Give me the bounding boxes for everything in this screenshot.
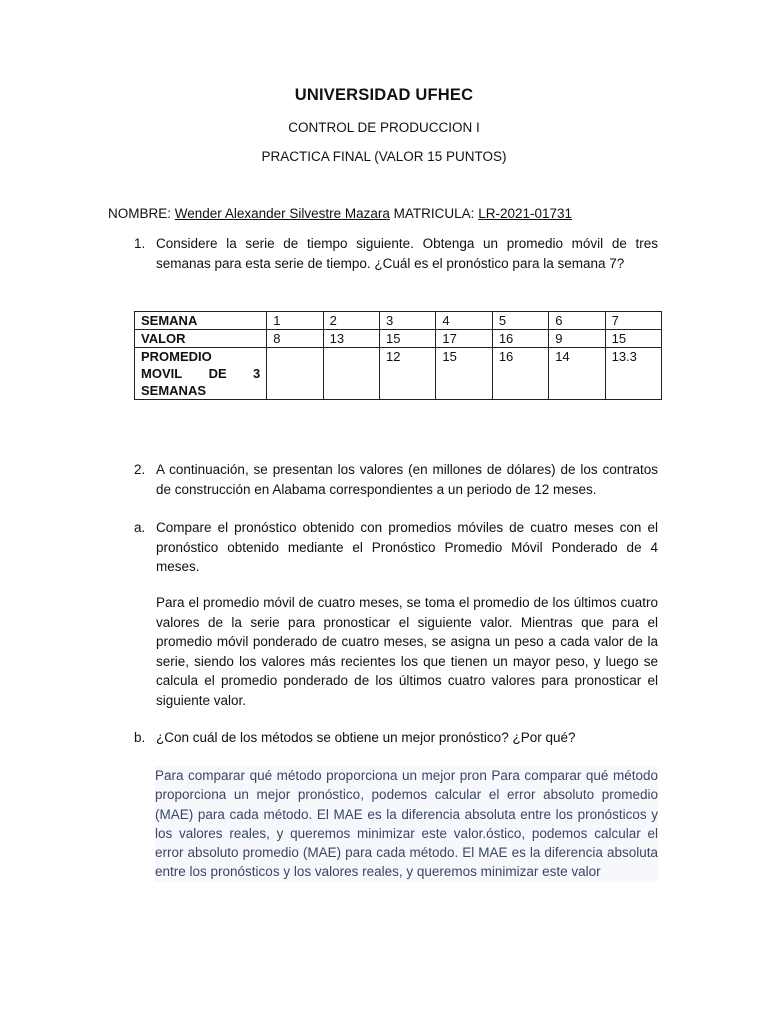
promedio-label-line1: PROMEDIO — [141, 349, 212, 364]
q2a-answer: Para el promedio móvil de cuatro meses, se toma el promedio de los últimos cuatro valores de la serie para pronosticar el siguiente valor. Mientras que para el promedio móvil ponderado de cuatro meses, se asigna un peso a cada valor de la serie, siendo los valores más recientes los que tienen un mayor peso, y luego se calcula el promedio ponderado de los últimos cuatro valores para pronosticar el siguiente valor. — [156, 595, 658, 708]
table-cell: 14 — [549, 348, 605, 400]
promedio-label-word: MOVIL — [141, 366, 183, 381]
table-cell: 2 — [323, 312, 379, 330]
q2b-text: ¿Con cuál de los métodos se obtiene un mejor pronóstico? ¿Por qué? — [156, 730, 576, 745]
table-cell: 4 — [436, 312, 492, 330]
table-cell: 8 — [267, 330, 323, 348]
promedio-label-word: 3 — [253, 366, 261, 381]
q2-marker: 2. — [134, 462, 146, 477]
table-header-promedio — [135, 348, 267, 400]
q1-marker: 1. — [134, 236, 146, 251]
table-cell — [267, 348, 323, 400]
table-cell: 5 — [492, 312, 548, 330]
student-name: Wender Alexander Silvestre Mazara — [174, 206, 390, 221]
table-cell: 16 — [492, 348, 548, 400]
q2-text: A continuación, se presentan los valores (en millones de dólares) de los contratos de construcción en Alabama correspondientes a un periodo de 12 meses. — [156, 462, 658, 497]
table-cell: 17 — [436, 330, 492, 348]
promedio-label-line2 — [141, 365, 260, 382]
student-matricula: LR-2021-01731 — [478, 206, 573, 221]
table-row-valor — [135, 330, 662, 348]
table-cell: 15 — [605, 330, 661, 348]
table-cell: 16 — [492, 330, 548, 348]
exam-title: PRACTICA FINAL (VALOR 15 PUNTOS) — [261, 149, 507, 164]
table-row-promedio — [135, 348, 662, 400]
q1-text: Considere la serie de tiempo siguiente. Obtenga un promedio móvil de tres semanas para esta serie de tiempo. ¿Cuál es el pronóstico para la semana 7? — [156, 236, 658, 271]
course-title: CONTROL DE PRODUCCION I — [288, 120, 480, 135]
q2a-text: Compare el pronóstico obtenido con promedios móviles de cuatro meses con el pronóstico obtenido mediante el Pronóstico Promedio Móvil Ponderado de 4 meses. — [156, 520, 658, 574]
matricula-label: MATRICULA: — [393, 206, 475, 221]
table-cell: 9 — [549, 330, 605, 348]
table-header-semana: SEMANA — [135, 312, 267, 330]
university-title: UNIVERSIDAD UFHEC — [294, 86, 474, 104]
table-cell: 15 — [380, 330, 436, 348]
table-cell: 12 — [380, 348, 436, 400]
table-cell — [323, 348, 379, 400]
q2b-answer: Para comparar qué método proporciona un mejor pron Para comparar qué método proporciona un mejor pronóstico, podemos calcular el error absoluto promedio (MAE) para cada método. El MAE es la diferencia absoluta entre los pronósticos y los valores reales, y queremos minimizar este valor.óstico, podemos calcular el error absoluto promedio (MAE) para cada método. El MAE es la diferencia absoluta entre los pronósticos y los valores reales, y queremos minimizar este valor — [155, 766, 658, 882]
table-cell: 13.3 — [605, 348, 661, 400]
q2a-marker: a. — [134, 520, 146, 535]
table-cell: 13 — [323, 330, 379, 348]
promedio-label-word: DE — [208, 366, 227, 381]
table-cell: 1 — [267, 312, 323, 330]
table-cell: 15 — [436, 348, 492, 400]
table-row-semana — [135, 312, 662, 330]
student-info-line — [108, 206, 572, 221]
promedio-label-line3: SEMANAS — [141, 383, 207, 398]
table-cell: 6 — [549, 312, 605, 330]
moving-average-table — [134, 311, 662, 400]
table-cell: 3 — [380, 312, 436, 330]
table-cell: 7 — [605, 312, 661, 330]
name-label: NOMBRE: — [108, 206, 172, 221]
q2b-marker: b. — [134, 730, 146, 745]
table-header-valor: VALOR — [135, 330, 267, 348]
